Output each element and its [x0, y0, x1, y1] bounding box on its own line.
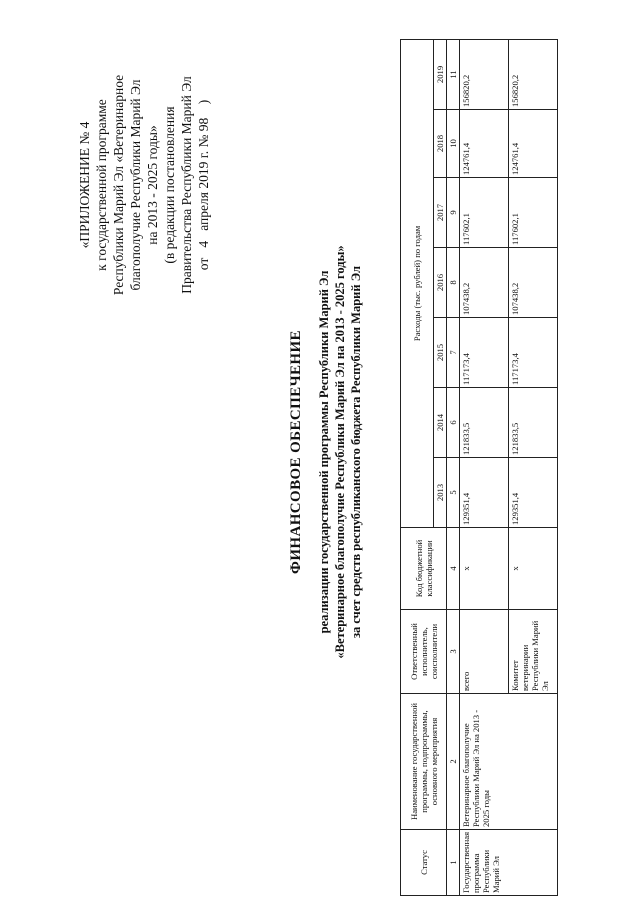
financing-table: [400, 39, 558, 896]
cell-value: 129351,4: [509, 458, 558, 528]
document-subtitle: [316, 122, 364, 782]
appendix-date-line: [195, 60, 212, 310]
cell-value: 117173,4: [509, 318, 558, 388]
column-number: 11: [447, 39, 460, 109]
cell-executor: всего: [460, 610, 509, 694]
header-executor: Ответственный исполнитель, соисполнители: [401, 610, 447, 694]
header-year: 2013: [434, 458, 447, 528]
cell-value: 124761,4: [460, 110, 509, 178]
cell-executor: Комитет ветеринарии Республики Марий Эл: [509, 610, 558, 694]
column-number: 6: [447, 388, 460, 458]
column-number: 4: [447, 528, 460, 610]
column-number: 8: [447, 248, 460, 318]
appendix-line: благополучие Республики Марий Эл: [128, 79, 143, 291]
column-numbers-row: [447, 39, 460, 895]
table-row: [460, 39, 509, 895]
column-number: 9: [447, 178, 460, 248]
column-number: 2: [447, 694, 460, 830]
cell-status: Государственная программа Республики Марий Эл: [460, 830, 558, 896]
header-expenses: Расходы (тыс. рублей) по годам: [401, 39, 434, 527]
cell-code: x: [509, 528, 558, 610]
column-number: 7: [447, 318, 460, 388]
header-year: 2017: [434, 178, 447, 248]
header-year: 2016: [434, 248, 447, 318]
cell-value: 156820,2: [509, 39, 558, 109]
header-code: Код бюджетной классификации: [401, 528, 447, 610]
document-title: ФИНАНСОВОЕ ОБЕСПЕЧЕНИЕ: [288, 330, 304, 574]
cell-value: 107438,2: [509, 248, 558, 318]
header-year: 2014: [434, 388, 447, 458]
date-suffix: ): [196, 99, 211, 105]
column-number: 10: [447, 110, 460, 178]
header-year: 2019: [434, 39, 447, 109]
subtitle-line: «Ветеринарное благополучие Республики Марий Эл на 2013 - 2025 годы»: [333, 245, 347, 659]
cell-name: Ветеринарное благополучие Республики Марий Эл на 2013 - 2025 годы: [460, 694, 558, 830]
cell-value: 121833,5: [460, 388, 509, 458]
column-number: 3: [447, 610, 460, 694]
column-number: 1: [447, 830, 460, 896]
header-row: [401, 39, 434, 895]
header-year: 2015: [434, 318, 447, 388]
subtitle-line: реализации государственной программы Республики Марий Эл: [317, 270, 331, 634]
cell-value: 129351,4: [460, 458, 509, 528]
appendix-line: «ПРИЛОЖЕНИЕ № 4: [77, 121, 92, 249]
cell-code: x: [460, 528, 509, 610]
appendix-line: Республики Марий Эл «Ветеринарное: [111, 74, 126, 296]
date-prefix: от: [196, 257, 211, 271]
subtitle-line: за счет средств республиканского бюджета Республики Марий Эл: [349, 265, 363, 639]
cell-value: 117602,1: [509, 178, 558, 248]
appendix-block: [76, 60, 212, 310]
cell-value: 117173,4: [460, 318, 509, 388]
cell-value: 107438,2: [460, 248, 509, 318]
appendix-line: на 2013 - 2025 годы»: [145, 125, 160, 245]
header-name: Наименование государственной программы, подпрограммы, основного мероприятия: [401, 694, 447, 830]
appendix-line: к государственной программе: [94, 99, 109, 271]
header-status: Статус: [401, 830, 447, 896]
header-year: 2018: [434, 110, 447, 178]
appendix-line: Правительства Республики Марий Эл: [179, 76, 194, 294]
cell-value: 156820,2: [460, 39, 509, 109]
date-rest: апреля 2019 г. № 98: [196, 117, 211, 231]
cell-value: 117602,1: [460, 178, 509, 248]
date-day: 4: [196, 240, 211, 248]
column-number: 5: [447, 458, 460, 528]
appendix-line: (в редакции постановления: [162, 106, 177, 264]
cell-value: 121833,5: [509, 388, 558, 458]
cell-value: 124761,4: [509, 110, 558, 178]
